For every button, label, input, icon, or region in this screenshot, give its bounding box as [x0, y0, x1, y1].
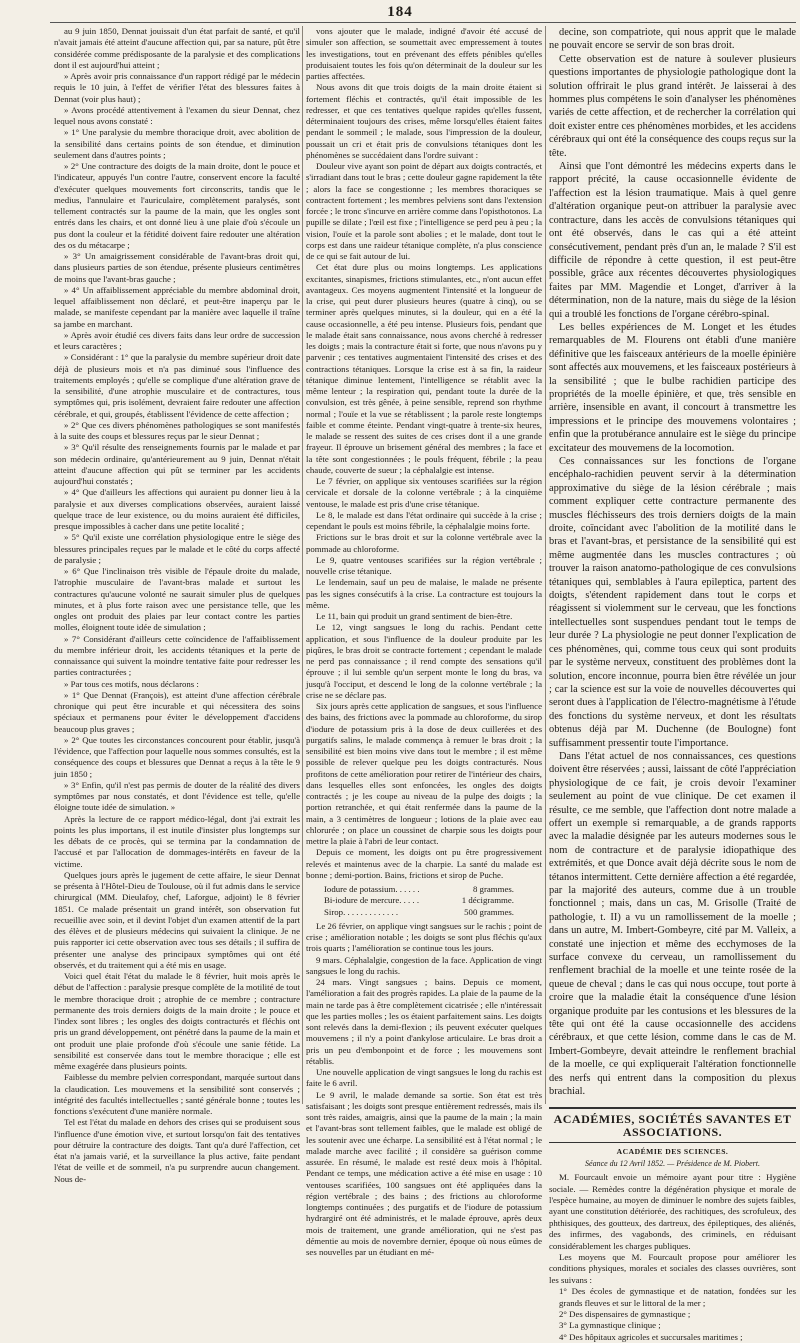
ingredient-name: Iodure de potassium. . . . . . [324, 884, 420, 894]
paragraph: Le lendemain, sauf un peu de malaise, le malade ne présente pas les signes consécutifs à la crise. La contracture est toujours la même. [306, 577, 542, 610]
list-item: 2° Des dispensaires de gymnastique ; [559, 1309, 691, 1319]
paragraph: Nous avons dit que trois doigts de la main droite étaient si fortement fléchis et contractés, qu'il était impossible de les redresser, et que ces tentatives quelque rapides qu'elles fussent, déterminaient toujours des crises, même lorsqu'elles étaient faites pendant le sommeil ; le malade, sous l'impression de la douleur, poussait un cri et était pris de convulsions tétaniques dont les phénomènes se succédaient dans l'ordre suivant : [306, 82, 542, 160]
paragraph: Les belles expériences de M. Longet et les études remarquables de M. Flourens ont établi d'une manière définitive que les faisceaux antérieurs de la moelle épinière sont affectés aux mouvemens, et les faisceaux postérieurs à la sensibilité ; que le bulbe rachidien participe des propriétés de la moelle épinière, et que, très sensible en arrière, insensible en avant, il concourt à transmettre les impressions et le principe des mouvemens volontaires ; enfin que la protubérance annulaire est le siège du principe excitateur des mouvemens de la locomotion. [549, 321, 796, 454]
academy-subtitle: ACADÉMIE DES SCIENCES. [616, 1147, 729, 1157]
paragraph: Après la lecture de ce rapport médico-légal, dont j'ai extrait les points les plus importans, il est inutile d'insister plus longtemps sur les débats de ce procès, qui se termina par la condamnation de l'accusé et par l'allocation de dommages-intérêts en faveur de la victime. [54, 813, 300, 869]
paragraph: » 2° Que ces divers phénomènes pathologiques se sont manifestés à la suite des coups et blessures reçus par le sieur Dennat ; [54, 419, 300, 441]
header-rule [50, 22, 796, 23]
paragraph: Faiblesse du membre pelvien correspondant, marquée surtout dans la claudication. Les mouvemens et la sensibilité sont conservés ; intégrité des facultés intellectuelles ; santé générale bonne ; toutes les fonctions s'exécutent d'une manière normale. [54, 1072, 300, 1116]
paragraph: » 2° Une contracture des doigts de la main droite, dont le pouce et l'indicateur, appuyés l'un contre l'autre, conservent encore la faculté d'exécuter quelques mouvements fort circonscrits, tandis que le medius, l'annulaire et l'auriculaire, complètement paralysés, sont tellement contractés sur la paume de la main, que les ongles sont entrés dans les chairs, et ont donné lieu à une plaie d'où s'écoule un pus dont la couleur et la fétidité doivent faire redouter une altération des os du métacarpe ; [54, 161, 300, 250]
list-item: 4° Des hôpitaux agricoles et succursales maritimes ; [559, 1331, 743, 1342]
paragraph: » Considérant : 1° que la paralysie du membre supérieur droit date déjà de plusieurs mois et n'a pas diminué sous l'influence des traitements employés ; qu'elle se complique d'une altération grave de la sensibilité, d'une atrophie musculaire et de contractures, tous symptômes qui, pris isolément, devraient faire redouter une affection cérébrale, et qui, groupés, établissent l'évidence de cette affection ; [54, 352, 300, 419]
paragraph: » 3° Un amaigrissement considérable de l'avant-bras droit qui, dans plusieurs parties de son étendue, présente plusieurs centimètres de moins que l'avant-bras gauche ; [54, 251, 300, 284]
paragraph: 9 mars. Céphalalgie, congestion de la face. Application de vingt sangsues le long du rachis. [306, 954, 542, 976]
paragraph: au 9 juin 1850, Dennat jouissait d'un état parfait de santé, et qu'il n'avait jamais été atteint d'aucune affection qui, par sa nature, pût être considérée comme prédisposante de la paralysie et des complications dont il est aujourd'hui atteint ; [54, 26, 300, 70]
column-1 [54, 26, 300, 1184]
paragraph: decine, son compatriote, qui nous apprit que le malade ne pouvait encore se servir de son bras droit. [549, 27, 796, 52]
ingredient-dose: 1 décigramme. [461, 895, 514, 906]
paragraph: » Par tous ces motifs, nous déclarons : [64, 678, 199, 689]
paragraph: » 4° Un affaiblissement appréciable du membre abdominal droit, lequel affaiblissement non déclaré, et peut-être inaperçu par le malade, se manifeste cependant par la manière avec laquelle il traîne sa jambe en marchant. [54, 284, 300, 329]
prescription-row [324, 884, 514, 895]
prescription-row [324, 907, 514, 918]
paragraph: Douleur vive ayant son point de départ aux doigts contractés, et s'irradiant dans tout le bras ; cette douleur gagne rapidement la tête ; alors la face se congestionne ; les membres thoraciques se contractent fortement ; les membres pelviens sont dans l'extension forcée ; le tronc s'incurve en arrière comme dans l'opisthotonos. La pupille se dilate ; l'œil est fixe ; l'intelligence se perd peu à peu ; la vision, l'ouïe et la parole sont abolies ; et le malade, dont tout le corps est dans une raideur tétanique complète, n'a plus conscience de ce qui se fait autour de lui. [306, 161, 542, 261]
paragraph: Voici quel était l'état du malade le 8 février, huit mois après le début de l'affection : paralysie presque complète de la motilité de tout le membre thoracique droit ; atrophie de ce membre ; contracture permanente des trois derniers doigts de la main droite ; le pouce et l'index sont libres ; les ongles des doigts contracturés et fléchis ont pris un grand développement, ont pénétré dans la paume de la main et ont produit une plaie profonde d'où s'écoule une sanie fétide. La sensibilité est conservée dans tout le membre thoracique ; elle est même exagérée dans plusieurs points. [54, 971, 300, 1071]
academy-paragraph: Les moyens que M. Fourcault propose pour améliorer les conditions physiques, morales et sociales des classes ouvrières, sont les suivans : [549, 1251, 796, 1285]
ingredient-name: Sirop. . . . . . . . . . . . . [324, 906, 399, 917]
paragraph: » 1° Que Dennat (François), est atteint d'une affection cérébrale chronique qui peut être incurable et qui nécessitera des soins spéciaux et permanens pour éviter le développement d'accidens beaucoup plus graves ; [54, 689, 300, 734]
paragraph: » 3° Qu'il résulte des renseignements fournis par le malade et par son médecin ordinaire, qu'antérieurement au 9 juin, Dennat n'était atteint d'aucune affection qui pût se terminer par les accidents aujourd'hui constatés ; [54, 442, 300, 486]
paragraph: » 6° Que l'inclinaison très visible de l'épaule droite du malade, l'atrophie musculaire de l'avant-bras malade et surtout les contractures qu'aucune volonté ne saurait simuler plus de quelques minutes, et à plus forte raison avec une persistance telle, que les ongles ont produit des plaies par leur contact contre les parties molles, éloignent toute idée de simulation ; [54, 566, 300, 633]
paragraph: Tel est l'état du malade en dehors des crises qui se produisent sous l'influence d'une émotion vive, et surtout lorsqu'on fait des tentatives pour détruire la contracture des doigts. Tant qu'a duré l'affection, cet état n'a jamais varié, et la surveillance la plus active, faite pendant l'état de veille et de sommeil, n'a pu surprendre aucun changement. Nous de- [54, 1117, 300, 1184]
paragraph: Le 8, le malade est dans l'état ordinaire qui succède à la crise ; cependant le pouls est moins fébrile, la céphalalgie moins forte. [306, 509, 542, 531]
paragraph: Le 26 février, on applique vingt sangsues sur le rachis ; point de crise ; amélioration notable ; les doigts se sont plus fléchis qu'aux trois quarts ; l'amélioration se continue tous les jours. [306, 920, 542, 954]
page-number: 184 [387, 4, 413, 20]
prescription-row [324, 895, 514, 906]
paragraph: Ainsi que l'ont démontré les médecins experts dans le rapport précité, la cause occasionnelle évidente de l'affection est la lésion traumatique. Mais à quel genre d'altération organique peut-on attribuer la paralysie avec contracture, dans les accès de convulsions tétaniques qui ont été observés, dans le cas qui a été atteint consécutivement, pendant près d'un an, le malade ? S'il est difficile de répondre à cette question, il est peut-être possible, grâce aux récentes découvertes physiologiques faites par MM. Magendie et Longet, d'arriver à la détermination, non de la nature, mais du siège de la lésion qui a troublé les fonctions de l'organe cérébro-spinal. [549, 161, 796, 320]
ingredient-dose: 500 grammes. [464, 906, 514, 917]
section-heading-academies: ACADÉMIES, SOCIÉTÉS SAVANTES ET ASSOCIATIONS. [549, 1107, 796, 1144]
prescription [324, 884, 514, 918]
paragraph: Le 12, vingt sangsues le long du rachis. Pendant cette application, et sous l'influence de la douleur produite par les piqûres, le bras droit se contracte fortement ; cependant le malade ne perd pas connaissance ; il rend compte des sensations qu'il éprouve ; il lui semble qu'un serpent monte le long du bras, va jusqu'à l'occiput, et descend le long de la colonne vertébrale ; la crise ne se déclare pas. [306, 622, 542, 700]
paragraph: Le 9 avril, le malade demande sa sortie. Son état est très satisfaisant ; les doigts sont presque entièrement redressés, mais ils sont très raides, amaigris, ainsi que la paume de la main ; la main et l'avant-bras sont tellement faibles, que le malade est obligé de les soutenir avec une écharpe. La sensibilité est à l'état normal ; le malade marche avec facilité ; il considère sa guérison comme assurée. En résumé, le malade est resté deux mois à l'hôpital. Pendant ce temps, une médication active a été mise en usage : 10 ventouses scarifiées, 100 sangsues ont été appliquées dans la région vertébrale ; des bains ; des frictions au chloroforme longtemps continuées ; des purgatifs et de l'iodure de potassium hydrargiré ont été administrés, et le malade éprouve, après deux mois de traitement, une grande amélioration, qui ne s'est pas démentie au mois de novembre dernier, époque où nous eûmes de ses nouvelles par un étudiant en mé- [306, 1089, 542, 1257]
academy-paragraph: M. Fourcault envoie un mémoire ayant pour titre : Hygiène sociale. — Remèdes contre la dégénération physique et morale de l'espèce humaine, au moyen de diminuer le nombre des sujets faibles, ayant une constitution détériorée, des rachitiques, des scrofuleux, des phthisiques, des goutteux, des dartreux, des épileptiques, des aliénés, des infirmes, des vagabonds, des criminels, en réduisant considérablement les charges publiques. [549, 1172, 796, 1251]
column-2 [306, 26, 542, 1257]
paragraph: Quelques jours après le jugement de cette affaire, le sieur Dennat se présenta à l'Hôtel-Dieu de Toulouse, où il fut admis dans le service chirurgical (MM. Dieulafoy, chef, Laforgue, adjoint) le 8 février 1851. Ce malade présentait un grand intérêt, son observation fut recueillie avec soin, et il devint l'objet d'un examen attentif de la part des élèves et de plusieurs médecins qui suivaient la clinique. Je ne puis rapporter ici cette observation avec tous ses détails ; il suffira de présenter une analyse des principaux symptômes qui ont été observés, et du traitement qui a été mis en usage. [54, 869, 300, 970]
list-item: 1° Des écoles de gymnastique et de natation, fondées sur les grands fleuves et sur le littoral de la mer ; [559, 1286, 796, 1308]
paragraph: vons ajouter que le malade, indigné d'avoir été accusé de simuler son affection, se soumettait avec empressement à toutes les investigations, tout en prévenant des effets pénibles qu'elles produisaient toutes les fois qu'on déterminait de la douleur sur les parties affectées. [306, 26, 542, 81]
paragraph: » 1° Une paralysie du membre thoracique droit, avec abolition de la sensibilité dans certains points de son étendue, et diminution seulement dans d'autres points ; [54, 127, 300, 160]
paragraph: 24 mars. Vingt sangsues ; bains. Depuis ce moment, l'amélioration a fait des progrès rapides. La plaie de la paume de la main ne tarde pas à être complètement cicatrisée ; elle n'intéressait que les parties molles ; les os étaient parfaitement sains. Les doigts sont relevés dans la demi-flexion ; ils peuvent exécuter quelques mouvemens ; il n'y a point d'ankylose articulaire. Le bras droit a pris un peu d'embonpoint et de force ; les mouvemens sont rétablis. [306, 977, 542, 1066]
paragraph: » Après avoir étudié ces divers faits dans leur ordre de succession et leurs caractères ; [54, 329, 300, 351]
session-line: Séance du 12 Avril 1852. — Présidence de M. Piobert. [585, 1158, 760, 1168]
ingredient-name: Bi-iodure de mercure. . . . . [324, 895, 420, 906]
paragraph: Le 11, bain qui produit un grand sentiment de bien-être. [316, 611, 513, 621]
paragraph: Cet état dure plus ou moins longtemps. Les applications excitantes, sinapismes, frictions stimulantes, etc., n'ont aucun effet avantageux. Ces moyens augmentent l'intensité et la longueur de la crise, qui peut durer plusieurs heures (quatre à cinq), ou se terminer après quelques minutes, si la douleur, qui en a été la cause occasionnelle, a été peu intense. Plusieurs fois, pendant que le malade était sans connaissance, nous avons cherché à redresser les doigts ; mais la contracture était si forte, que nous n'avons pu y parvenir ; ces tentatives augmentaient l'intensité des crises et des contractions tétaniques. Lorsque la crise est à sa fin, la raideur tétanique diminue lentement, l'intelligence se rétablit avec la même lenteur ; la respiration qui, pendant toute la durée de la convulsion, est très gênée, à peine sensible, reprend son rhythme normal ; l'ouïe et la vue se rétablissent ; la parole reste longtemps faible et comme éteinte. Pendant vingt-quatre à trente-six heures, le malade se ressent des suites de ces crises dont il a une grande frayeur. Il éprouve un brisement général des membres ; la face et la tête sont congestionnées ; le pouls fréquent, fébrile ; la peau chaude, couverte de sueur ; la céphalalgie est intense. [306, 262, 542, 475]
paragraph: » 4° Que d'ailleurs les affections qui auraient pu donner lieu à la paralysie et aux diverses complications observées, auraient laissé quelque trace de leur existence, ou du moins auraient été difficiles, presque impossibles à cacher dans une petite localité ; [54, 487, 300, 531]
paragraph: Depuis ce moment, les doigts ont pu être progressivement relevés et maintenus avec de la charpie. La santé du malade est bonne ; demi-portion. Bains, frictions et sirop de Puche. [306, 847, 542, 880]
paragraph: Frictions sur le bras droit et sur la colonne vertébrale avec la pommade au chloroforme. [306, 532, 542, 554]
paragraph: Cette observation est de nature à soulever plusieurs questions importantes de physiologie pathologique dont la solution offrirait le plus grand intérêt. Je laisserai à des hommes plus compétens le soin d'analyser les phénomènes variés de cette affection, et de rechercher la corrélation qui doit exister entre ces phénomènes morbides, et les accidens cérébraux qui ont été la conséquence des coups reçus sur la tête. [549, 53, 796, 159]
column-3 [549, 26, 796, 1342]
list-item: 3° La gymnastique clinique ; [559, 1320, 661, 1331]
paragraph: Ces connaissances sur les fonctions de l'organe encéphalo-rachidien peuvent servir à la détermination approximative du siège de la lésion cérébrale ; mais comment expliquer cette contracture permanente des muscles fléchisseurs des trois derniers doigts de la main droite, coïncidant avec l'abolition de la motilité dans le bras et l'avant-bras, et persistance de la sensibilité qui est même augmentée dans les muscles contractures ; où trouver la raison anatomo-pathologique de ces convulsions tétaniques qui, semblables à l'aura epileptica, partent des doigts, s'étendent rapidement dans tout le corps et réagissent si violemment sur le cerveau, que les fonctions intellectuelles sont suspendues pendant tout le temps de leur durée ? La physiologie ne peut donner l'explication de ces phénomènes, qui, comme tous ceux qui sont produits par le système nerveux, constituent des problèmes dont la solution, encore inconnue, pourra bien être révélée un jour ; car la science est sur la voie de nouvelles découvertes qui seront dues à l'application de l'électro-magnétisme à l'étude des fonctions du système nerveux, et dont les résultats obtenus déjà par M. Duchenne (de Boulogne) font suffisamment pressentir toute l'importance. [549, 456, 796, 749]
column-divider-2 [545, 26, 546, 1104]
paragraph: » 3° Enfin, qu'il n'est pas permis de douter de la réalité des divers symptômes par nous constatés, et dont l'évidence est telle, qu'elle éloigne toute idée de simulation. » [54, 779, 300, 813]
paragraph: Dans l'état actuel de nos connaissances, ces questions doivent être réservées ; aussi, laissant de côté l'appréciation physiologique de ce fait, je crois devoir l'examiner seulement au point de vue clinique. De cet examen il résulte, ce me semble, que l'affection dont notre malade a offert un exemple si remarquable, a de grands rapports avec la maladie désignée par les auteurs modernes sous le nom de contracture et de paralysie idiopathique des extrémités, et que Donce avait déjà décrite sous le nom de tétanos intermittent. Cette dernière affection a été regardée, par la majorité des auteurs, comme due à un trouble fonctionnel ; mais, dans un cas, M. Grisolle (Traité de pathologie, t. II) a vu un ramollissement de la moelle ; dans un autre, M. Imbert-Gombeyre, cité par M. Valleix, a constaté une injection et même des ecchymoses de la surface convexe du cerveau, un ramollissement du renflement brachial de la moelle et une teinte rosée de la queue de cheval ; dans le cas qui nous occupe, tout porte à croire que la maladie était la conséquence d'une lésion organique produite par les contusions et les blessures de la tête qui ont été la cause occasionnelle des accidens cérébraux, et que cette lésion, comme dans le cas de M. Imbert-Gombeyre, devait atteindre le renflement brachial de la moelle, ce qui expliquerait l'altération fonctionnelle des nerfs qui entrent dans la composition du plexus brachial. [549, 750, 796, 1098]
paragraph: » 5° Qu'il existe une corrélation physiologique entre le siège des blessures principales reçues par le malade et le côté du corps affecté de paralysie ; [54, 532, 300, 565]
paragraph: » Après avoir pris connaissance d'un rapport rédigé par le médecin requis le 10 juin, à l'effet de vérifier l'état des blessures faites à Dennat (voir plus haut) ; [54, 71, 300, 104]
ingredient-dose: 8 grammes. [472, 884, 514, 894]
paragraph: Une nouvelle application de vingt sangsues le long du rachis est faite le 6 avril. [306, 1067, 542, 1089]
paragraph: » Avons procédé attentivement à l'examen du sieur Dennat, chez lequel nous avons constaté : [54, 104, 300, 126]
paragraph: Le 7 février, on applique six ventouses scarifiées sur la région cervicale et dorsale de la colonne vertébrale ; à la cinquième ventouse, le malade est pris d'une crise tétanique. [306, 476, 542, 509]
paragraph: » 2° Que toutes les circonstances concourent pour établir, jusqu'à l'évidence, que l'affection pour laquelle nous sommes consultés, est la conséquence des coups et blessures que Dennat a reçus à la tête le 9 juin 1850 ; [54, 734, 300, 779]
column-divider-1 [302, 26, 303, 1104]
paragraph: Le 9, quatre ventouses scarifiées sur la région vertébrale ; nouvelle crise tétanique. [306, 554, 542, 576]
paragraph: Six jours après cette application de sangsues, et sous l'influence des bains, des frictions avec la pommade au chloroforme, du sirop d'iodure de potassium pris à la dose de deux cuillerées et des purgatifs salins, le malade commença à remuer le bras droit ; la sensibilité est bien moins vive dans tout le membre ; il est même possible de relever quelque peu les doigts contracturés. Nous profitons de cette amélioration pour retirer de l'intérieur des chairs, dans lesquelles elles sont enfoncées, les ongles des doigts contractés ; je les coupe au niveau de la pulpe des doigts ; la portion retranchée, et qui était renfermée dans la paume de la main, a 3 centimètres de longueur ; lotions de la plaie avec eau chlorurée ; on place un coussinet de charpie sous les doigts pour mettre la plaie à l'abri de leur contact. [306, 701, 542, 846]
paragraph: » 7° Considérant d'ailleurs cette coïncidence de l'affaiblissement du membre inférieur droit, les accidents tétaniques et la perte de connaissance qui suivent la moindre tentative faite pour redresser les parties contracturées ; [54, 633, 300, 678]
